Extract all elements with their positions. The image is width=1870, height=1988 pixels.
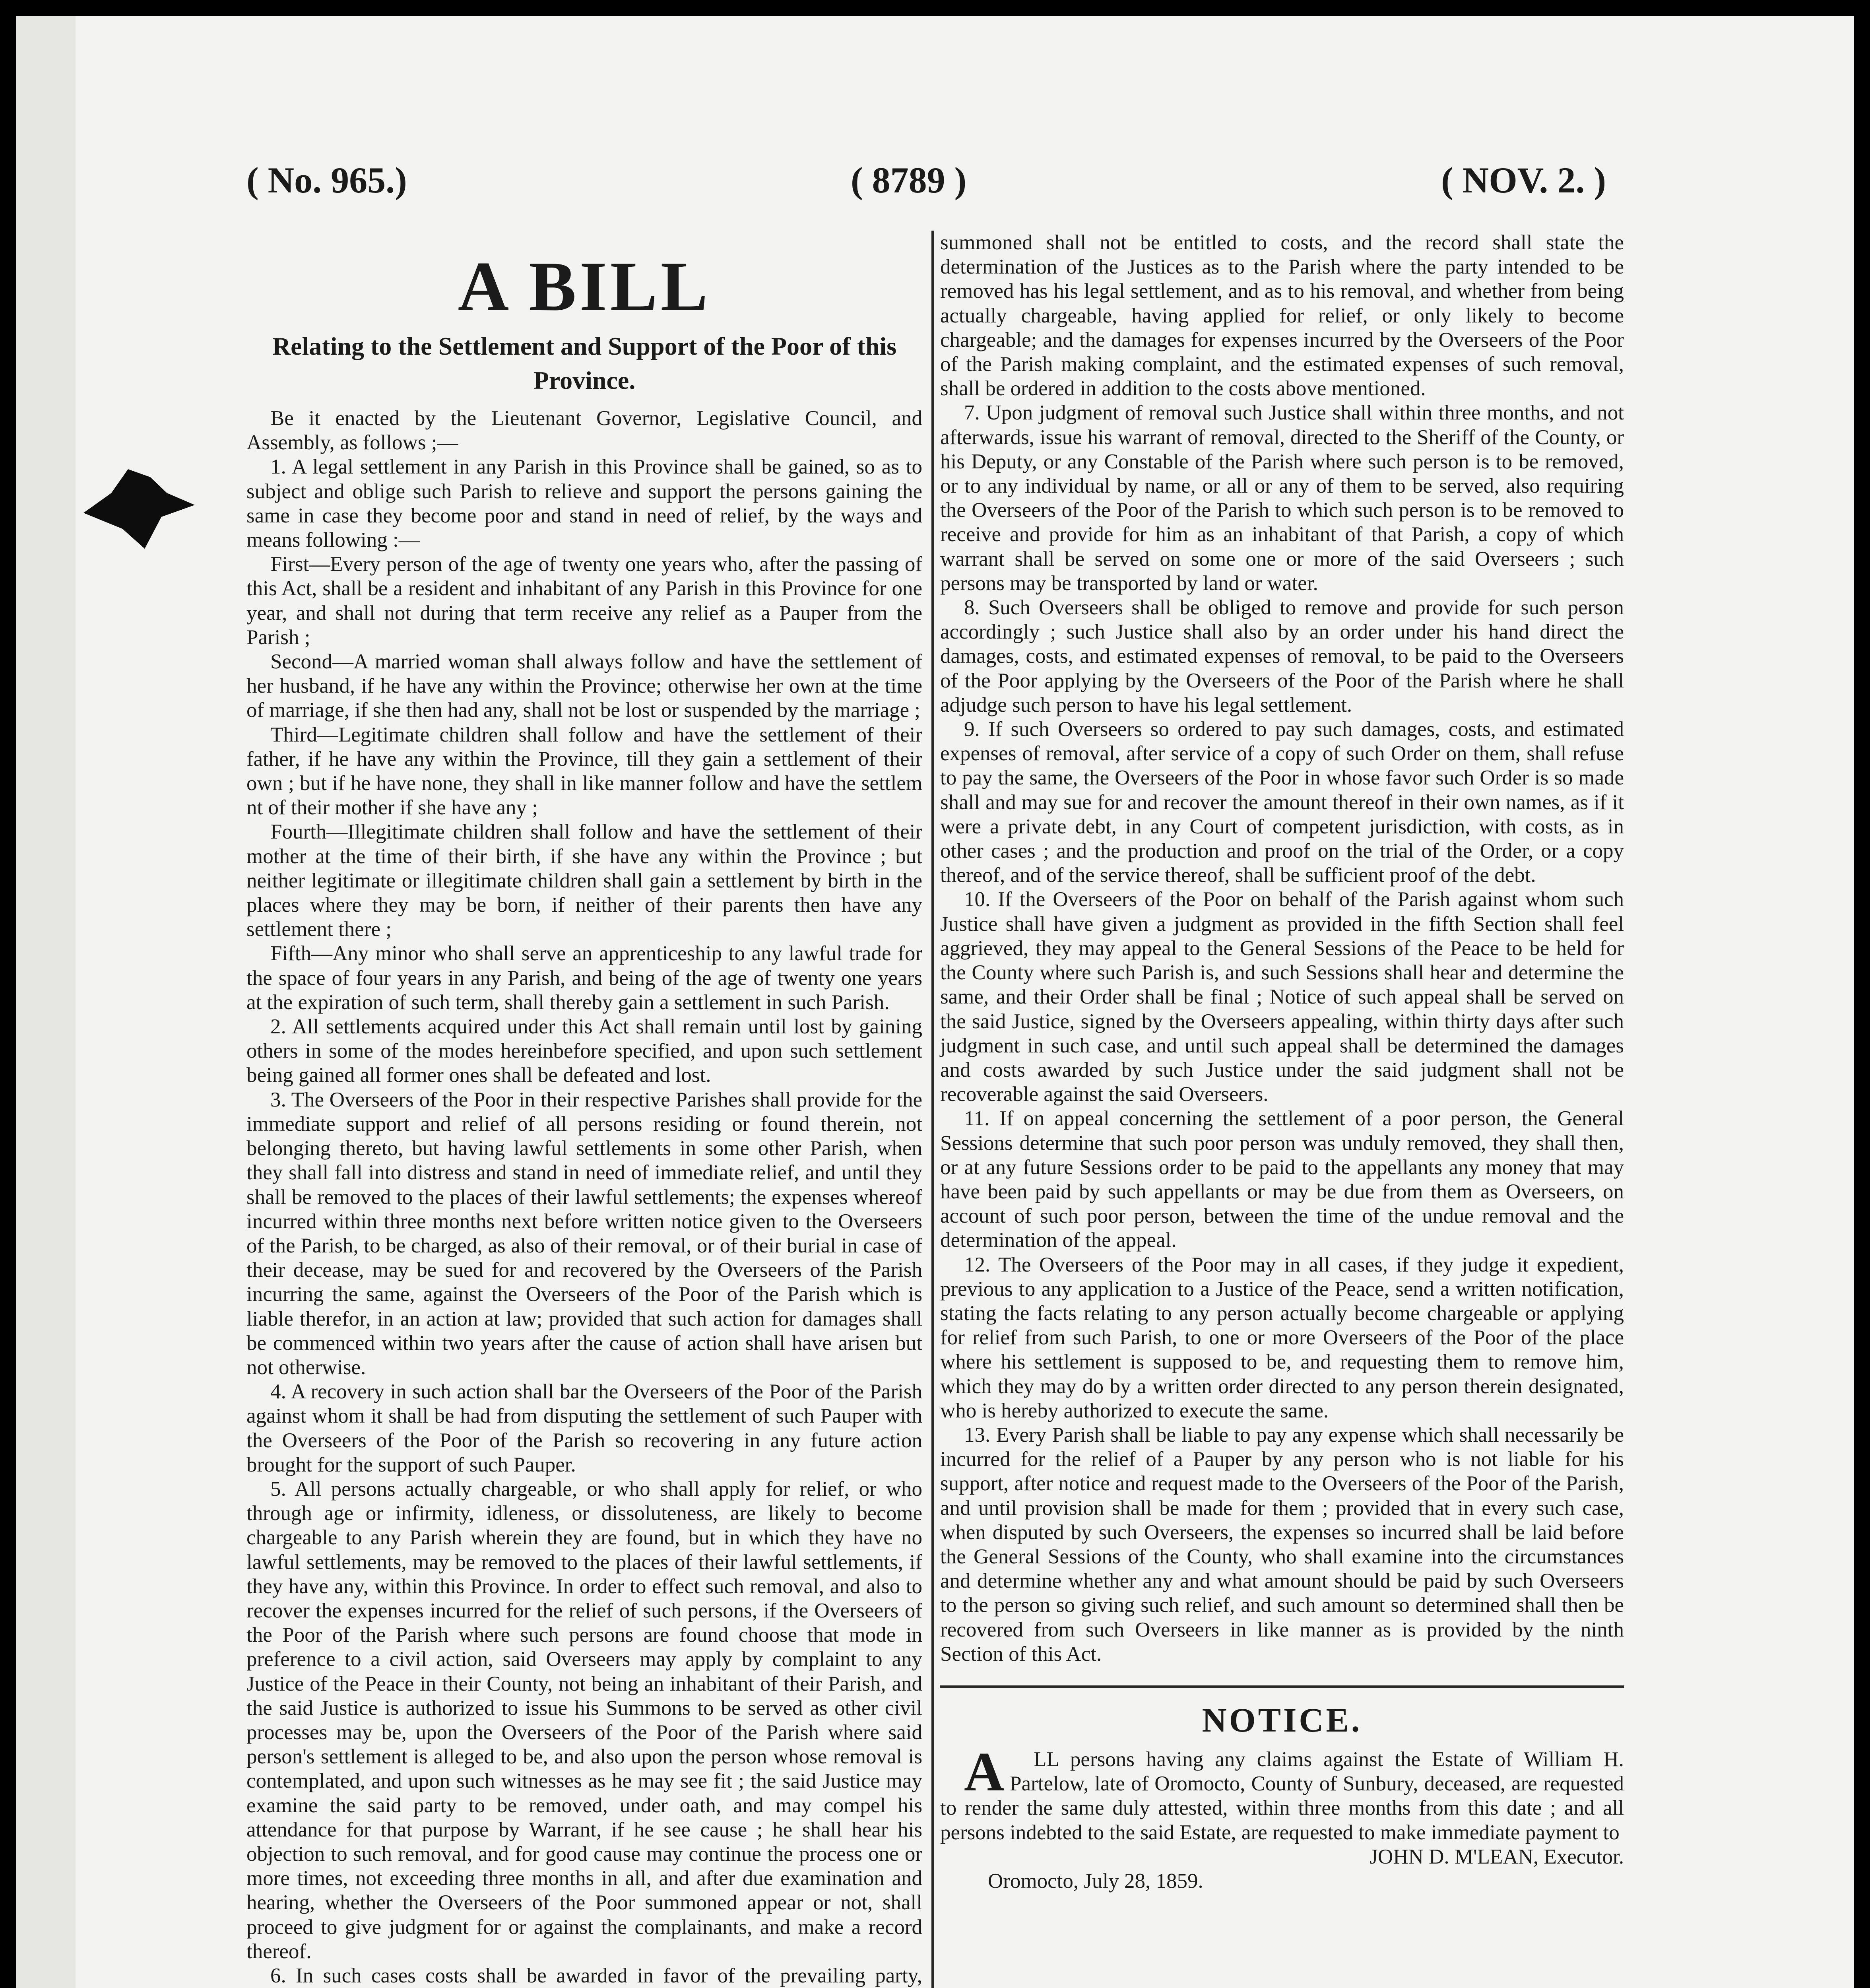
notice-drop-cap: A xyxy=(964,1741,1005,1803)
section-paragraph: 5. All persons actually chargeable, or who shall apply for relief, or who through age or infirmity, idleness, or dissoluteness, are likely to become chargeable to any Parish wherein they are found, but in which they have no lawful settlements, may be removed to the places of their lawful settlements, if they have any, within this Province. In order to effect such removal, and also to recover the expenses incurred for the relief of such persons, if the Overseers of the Poor of the Parish where such persons are found choose that mode in preference to a civil action, said Overseers may apply by complaint to any Justice of the Peace in their County, not being an inhabitant of their Parish, and the said Justice is authorized to issue his Summons to be served as other civil processes may be, upon the Overseers of the Poor of the Parish where said person's settlement is alleged to be, and also upon the person whose removal is contemplated, and upon such witnesses as he may see fit ; the said Justice may examine the said party to be removed, under oath, and may compel his attendance for that purpose by Warrant, if he see cause ; he shall hear his objection to such removal, and for good cause may continue the process one or more times, not exceeding three months in all, and after due examination and hearing, whether the Overseers of the Poor summoned appear or not, shall proceed to give judgment for or against the complainants, and make a record thereof. xyxy=(246,1477,922,1963)
bill-title: A BILL xyxy=(458,247,711,326)
ink-blot-mark xyxy=(83,469,195,549)
notice-signature: JOHN D. M'LEAN, Executor. xyxy=(1370,1845,1624,1868)
section-paragraph: 1. A legal settlement in any Parish in this Province shall be gained, so as to subject and oblige such Parish to relieve and support the persons gaining the same in case they become poor and stand in need of relief, by the ways and means following :— xyxy=(246,455,922,552)
section-paragraph: 11. If on appeal concerning the settlement of a poor person, the General Sessions determine that such poor person was unduly removed, they shall then, or at any future Sessions order to be paid to the appellants any money that may have been paid by such appellants or may be due from them as Overseers, on account of such poor person, between the time of the undue removal and the determination of the appeal. xyxy=(940,1107,1624,1252)
section-paragraph: Fifth—Any minor who shall serve an apprenticeship to any lawful trade for the space of four years in any Parish, and being of the age of twenty one years at the expiration of such term, shall thereby gain a settlement in such Parish. xyxy=(246,942,922,1014)
notice-body xyxy=(940,1741,1624,1845)
notice-divider xyxy=(940,1685,1624,1688)
section-paragraph: 4. A recovery in such action shall bar the Overseers of the Poor of the Parish against whom it shall be had from disputing the settlement of such Pauper with the Overseers of the Poor of the Parish so recovering in any future action brought for the support of such Pauper. xyxy=(246,1380,922,1476)
section-paragraph: Third—Legitimate children shall follow and have the settlement of their father, if he have any within the Province, till they gain a settlement of their own ; but if he have none, they shall in like manner follow and have the settlem nt of their mother if she have any ; xyxy=(246,723,922,819)
bill-subtitle: Relating to the Settlement and Support of the Poor of this Province. xyxy=(272,332,897,394)
section-paragraph: Fourth—Illegitimate children shall follow and have the settlement of their mother at the time of their birth, if she have any within the Province ; but neither legitimate or illegitimate children shall gain a settlement by birth in the places where they may be born, if neither of their parents then have any settlement there ; xyxy=(246,820,922,941)
left-column xyxy=(246,247,922,1988)
header-date: ( NOV. 2. ) xyxy=(1441,160,1606,200)
section-paragraph: 2. All settlements acquired under this Act shall remain until lost by gaining others in some of the modes hereinbefore specified, and upon such settlement being gained all former ones shall be defeated and lost. xyxy=(246,1015,922,1087)
column-divider xyxy=(931,231,934,1988)
section-paragraph: 10. If the Overseers of the Poor on behalf of the Parish against whom such Justice shall have given a judgment as provided in the fifth Section shall feel aggrieved, they may appeal to the General Sessions of the Peace to be held for the County where such Parish is, and such Sessions shall hear and determine the same, and their Order shall be final ; Notice of such appeal shall be served on the said Justice, signed by the Overseers appealing, within thirty days after such judgment in such case, and until such appeal shall be determined the damages and costs awarded by such Justice under the said judgment shall not be recoverable against the said Overseers. xyxy=(940,888,1624,1106)
enacting-clause: Be it enacted by the Lieutenant Governor, Legislative Council, and Assembly, as follows ;— xyxy=(246,407,922,454)
page-number: ( 8789 ) xyxy=(851,160,967,200)
section-paragraph: Second—A married woman shall always follow and have the settlement of her husband, if he have any within the Province; otherwise her own at the time of marriage, if she then had any, shall not be lost or suspended by the marriage ; xyxy=(246,650,922,722)
right-column xyxy=(940,231,1624,1988)
section-paragraph: First—Every person of the age of twenty one years who, after the passing of this Act, shall be a resident and inhabitant of any Parish in this Province for one year, and shall not during that term receive any relief as a Pauper from the Parish ; xyxy=(246,553,922,649)
notice-text: LL persons having any claims against the Estate of William H. Partelow, late of Oromocto, County of Sunbury, deceased, are requested to render the same duly attested, within three months from this date ; and all persons indebted to the said Estate, are requested to make immediate payment to xyxy=(940,1747,1624,1844)
notice-title: NOTICE. xyxy=(1202,1701,1362,1739)
section-paragraph: 9. If such Overseers so ordered to pay such damages, costs, and estimated expenses of removal, after service of a copy of such Order on them, shall refuse to pay the same, the Overseers of the Poor in whose favor such Order is so made shall and may sue for and recover the amount thereof in their own names, as if it were a private debt, in any Court of competent jurisdiction, with costs, as in other cases ; and the production and proof on the trial of the Order, or a copy thereof, and of the service thereof, shall be sufficient proof of the debt. xyxy=(940,718,1624,887)
section-paragraph: 7. Upon judgment of removal such Justice shall within three months, and not afterwards, issue his warrant of removal, directed to the Sheriff of the County, or his Deputy, or any Constable of the Parish where such person is to be removed, or to any individual by name, or all or any of them to be served, also requiring the Overseers of the Poor of the Parish to which such person is to be removed to receive and provide for him as an inhabitant of that Parish, a copy of which warrant shall be served on some one or more of the said Overseers ; such persons may be transported by land or water. xyxy=(940,401,1624,595)
notice-place-date: Oromocto, July 28, 1859. xyxy=(988,1870,1203,1893)
section-paragraph: summoned shall not be entitled to costs, and the record shall state the determination of the Justices as to the Parish where the party intended to be removed has his legal settlement, and as to his removal, and whether from being actually chargeable, having applied for relief, or only likely to become chargeable; and the damages for expenses incurred by the Overseers of the Poor of the Parish making complaint, and the estimated expenses of such removal, shall be ordered in addition to the costs above mentioned. xyxy=(940,231,1624,400)
section-paragraph: 6. In such cases costs shall be awarded in favor of the prevailing party, xyxy=(270,1964,922,1987)
section-paragraph: 8. Such Overseers shall be obliged to remove and provide for such person accordingly ; such Justice shall also by an order under his hand direct the damages, costs, and estimated expenses of removal, to be paid to the Overseers of the Poor applying by the Overseers of the Poor of the Parish where he shall adjudge such person to have his legal settlement. xyxy=(940,596,1624,716)
section-paragraph: 12. The Overseers of the Poor may in all cases, if they judge it expedient, previous to any application to a Justice of the Peace, send a written notification, stating the facts relating to any person actually become chargeable or applying for relief from such Parish, to one or more Overseers of the Poor of the place where his settlement is supposed to be, and requesting them to remove him, which they may do by a written order directed to any person therein designated, who is hereby authorized to execute the same. xyxy=(940,1253,1624,1422)
page-gutter-shadow xyxy=(16,16,76,1988)
section-paragraph: 3. The Overseers of the Poor in their respective Parishes shall provide for the immediate support and relief of all persons residing or found therein, not belonging thereto, but having lawful settlements in some other Parish, when they shall fall into distress and stand in need of immediate relief, and until they shall be removed to the places of their lawful settlements; the expenses whereof incurred within three months next before written notice given to the Overseers of the Parish, to be charged, as also of their removal, or of their burial in case of their decease, may be sued for and recovered by the Overseers of the Parish incurring the same, against the Overseers of the Poor of the Parish which is liable therefor, in an action at law; provided that such action for damages shall be commenced within two years after the cause of action shall have arisen but not otherwise. xyxy=(246,1088,922,1379)
section-paragraph: 13. Every Parish shall be liable to pay any expense which shall necessarily be incurred for the relief of a Pauper by any person who is not liable for his support, after notice and request made to the Overseers of the Poor of the Parish, and until provision shall be made for them ; provided that in every such case, when disputed by such Overseers, the expenses so incurred shall be laid before the General Sessions of the County, who shall examine into the circumstances and determine whether any and what amount should be paid by such Overseers to the person so giving such relief, and such amount so determined shall then be recovered from such Overseers in like manner as is provided by the ninth Section of this Act. xyxy=(940,1423,1624,1666)
document-page xyxy=(16,16,1854,1988)
bill-number: ( No. 965.) xyxy=(246,160,407,200)
page-header xyxy=(246,159,1606,223)
